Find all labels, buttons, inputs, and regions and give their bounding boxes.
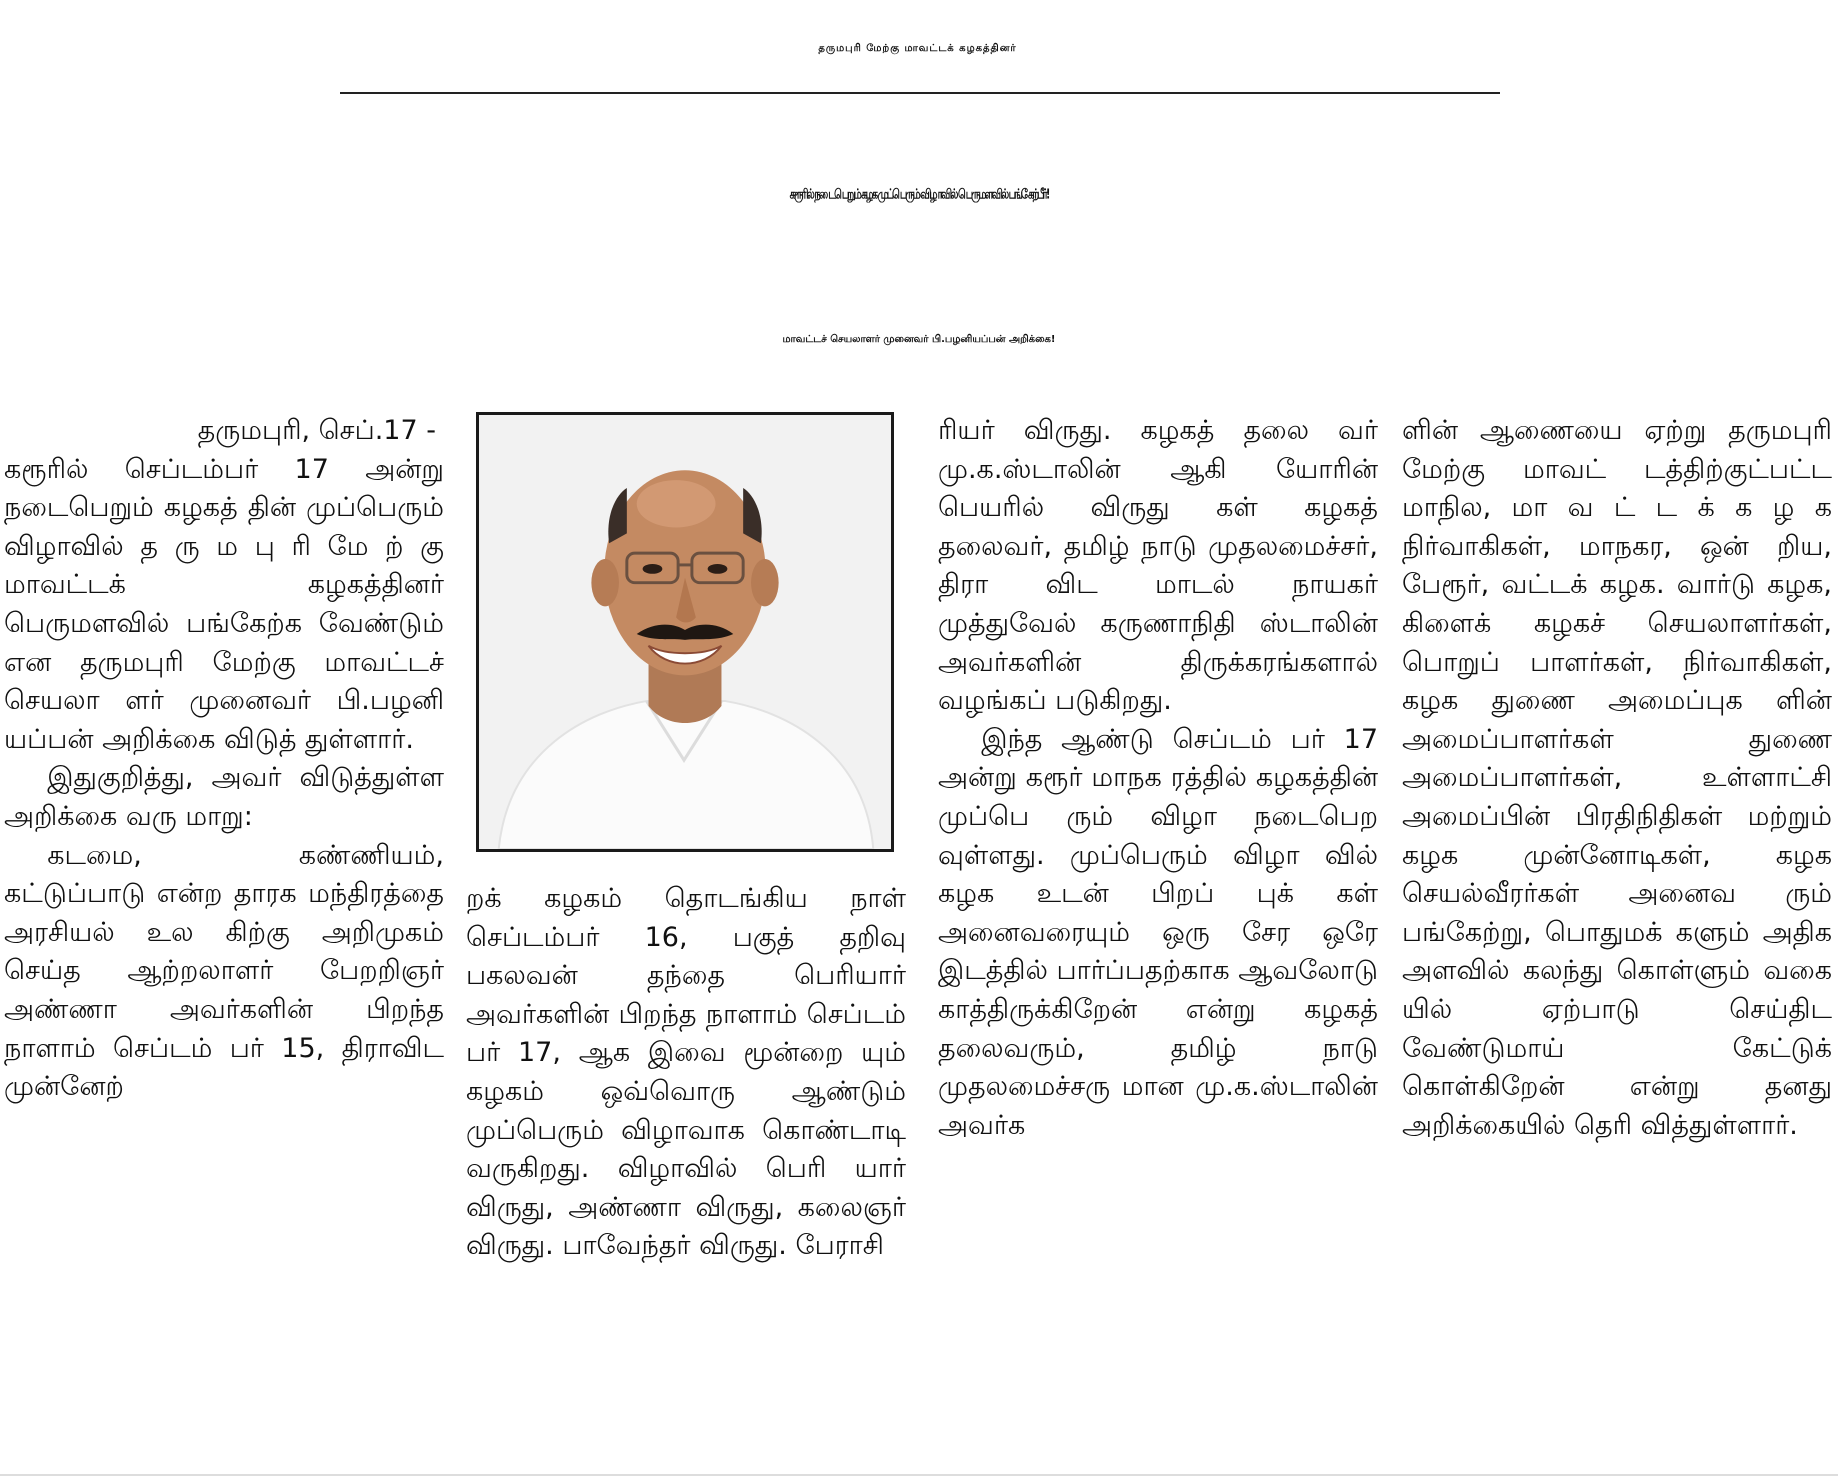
bottom-edge-rule bbox=[0, 1474, 1838, 1476]
article-paragraph: கடமை, கண்ணியம், கட்டுப்பாடு என்ற தாரக மந்திரத்தை அரசியல் உல கிற்கு அறிமுகம் செய்த ஆற்றலாளர் பேறறிஞர் அண்ணா அவர்களின் பிறந்த நாளாம் செப்டம் பர் 15, திராவிட முன்னேற் bbox=[4, 839, 444, 1103]
article-column-1 bbox=[4, 412, 444, 1474]
article-column-4 bbox=[1402, 412, 1832, 1474]
dateline: தருமபுரி, செப்.17 - bbox=[197, 415, 436, 446]
article-paragraph: இதுகுறித்து, அவர் விடுத்துள்ள அறிக்கை வரு மாறு: bbox=[4, 762, 444, 832]
portrait-illustration bbox=[479, 415, 891, 849]
article-paragraph: இந்த ஆண்டு செப்டம் பர் 17 அன்று கரூர் மாநக ரத்தில் கழகத்தின் முப்பெ ரும் விழா நடைபெற வுள்ளது. முப்பெரும் விழா வில் கழக உடன் பிறப் புக் கள் அனைவரையும் ஒரு சேர ஒரே இடத்தில் பார்ப்பதற்காக ஆவலோடு காத்திருக்கிறேன் என்று கழகத் தலைவரும், தமிழ் நாடு முதலமைச்சரு மான மு.க.ஸ்டாலின் அவர்க bbox=[938, 723, 1378, 1141]
article-column-3 bbox=[938, 412, 1378, 1474]
article-paragraph: ரியர் விருது. கழகத் தலை வர் மு.க.ஸ்டாலின் ஆகி யோரின் பெயரில் விருது கள் கழகத் தலைவர், தமிழ் நாடு முதலமைச்சர், திரா விட மாடல் நாயகர் முத்துவேல் கருணாநிதி ஸ்டாலின் அவர்களின் திருக்கரங்களால் வழங்கப் படுகிறது. bbox=[938, 415, 1378, 717]
kicker-underline bbox=[340, 92, 1500, 94]
article-column-2 bbox=[466, 880, 906, 1474]
article-paragraph: ளின் ஆணையை ஏற்று தருமபுரி மேற்கு மாவட் டத்திற்குட்பட்ட மாநில, மா வ ட் ட க் க ழ க நிர்வாகிகள், மாநகர, ஒன் றிய, பேரூர், வட்டக் கழக. வார்டு கழக, கிளைக் கழகச் செயலாளர்கள், பொறுப் பாளர்கள், நிர்வாகிகள், கழக துணை அமைப்புக ளின் அமைப்பாளர்கள் துணை அமைப்பாளர்கள், உள்ளாட்சி அமைப்பின் பிரதிநிதிகள் மற்றும் கழக முன்னோடிகள், கழக செயல்வீரர்கள் அனைவ ரும் பங்கேற்று, பொதுமக் களும் அதிக அளவில் கலந்து கொள்ளும் வகை யில் ஏற்பாடு செய்திட வேண்டுமாய் கேட்டுக் கொள்கிறேன் என்று தனது அறிக்கையில் தெரி வித்துள்ளார். bbox=[1402, 415, 1832, 1141]
sub-headline: மாவட்டச் செயலாளர் முனைவர் பி.பழனியப்பன் அறிக்கை! bbox=[782, 334, 1056, 345]
article-paragraph: றக் கழகம் தொடங்கிய நாள் செப்டம்பர் 16, பகுத் தறிவு பகலவன் தந்தை பெரியார் அவர்களின் பிறந்த நாளாம் செப்டம் பர் 17, ஆக இவை மூன்றை யும் கழகம் ஒவ்வொரு ஆண்டும் முப்பெரும் விழாவாக கொண்டாடி வருகிறது. விழாவில் பெரி யார் விருது, அண்ணா விருது, கலைஞர் விருது. பாவேந்தர் விருது. பேராசி bbox=[466, 883, 906, 1262]
portrait-photo bbox=[476, 412, 894, 852]
kicker-heading: தருமபுரி மேற்கு மாவட்டக் கழகத்தினர் bbox=[818, 43, 1017, 54]
article-paragraph: கரூரில் செப்டம்பர் 17 அன்று நடைபெறும் கழகத் தின் முப்பெரும் விழாவில் த ரு ம பு ரி மே ற் கு மாவட்டக் கழகத்தினர் பெருமளவில் பங்கேற்க வேண்டும் என தருமபுரி மேற்கு மாவட்டச் செயலா ளர் முனைவர் பி.பழனி யப்பன் அறிக்கை விடுத் துள்ளார். bbox=[4, 453, 444, 755]
main-headline: கரூரில் நடைபெறும் கழக முப்பெரும் விழாவில் பெருமளவில் பங்கேற்பீர்! bbox=[789, 187, 1049, 203]
